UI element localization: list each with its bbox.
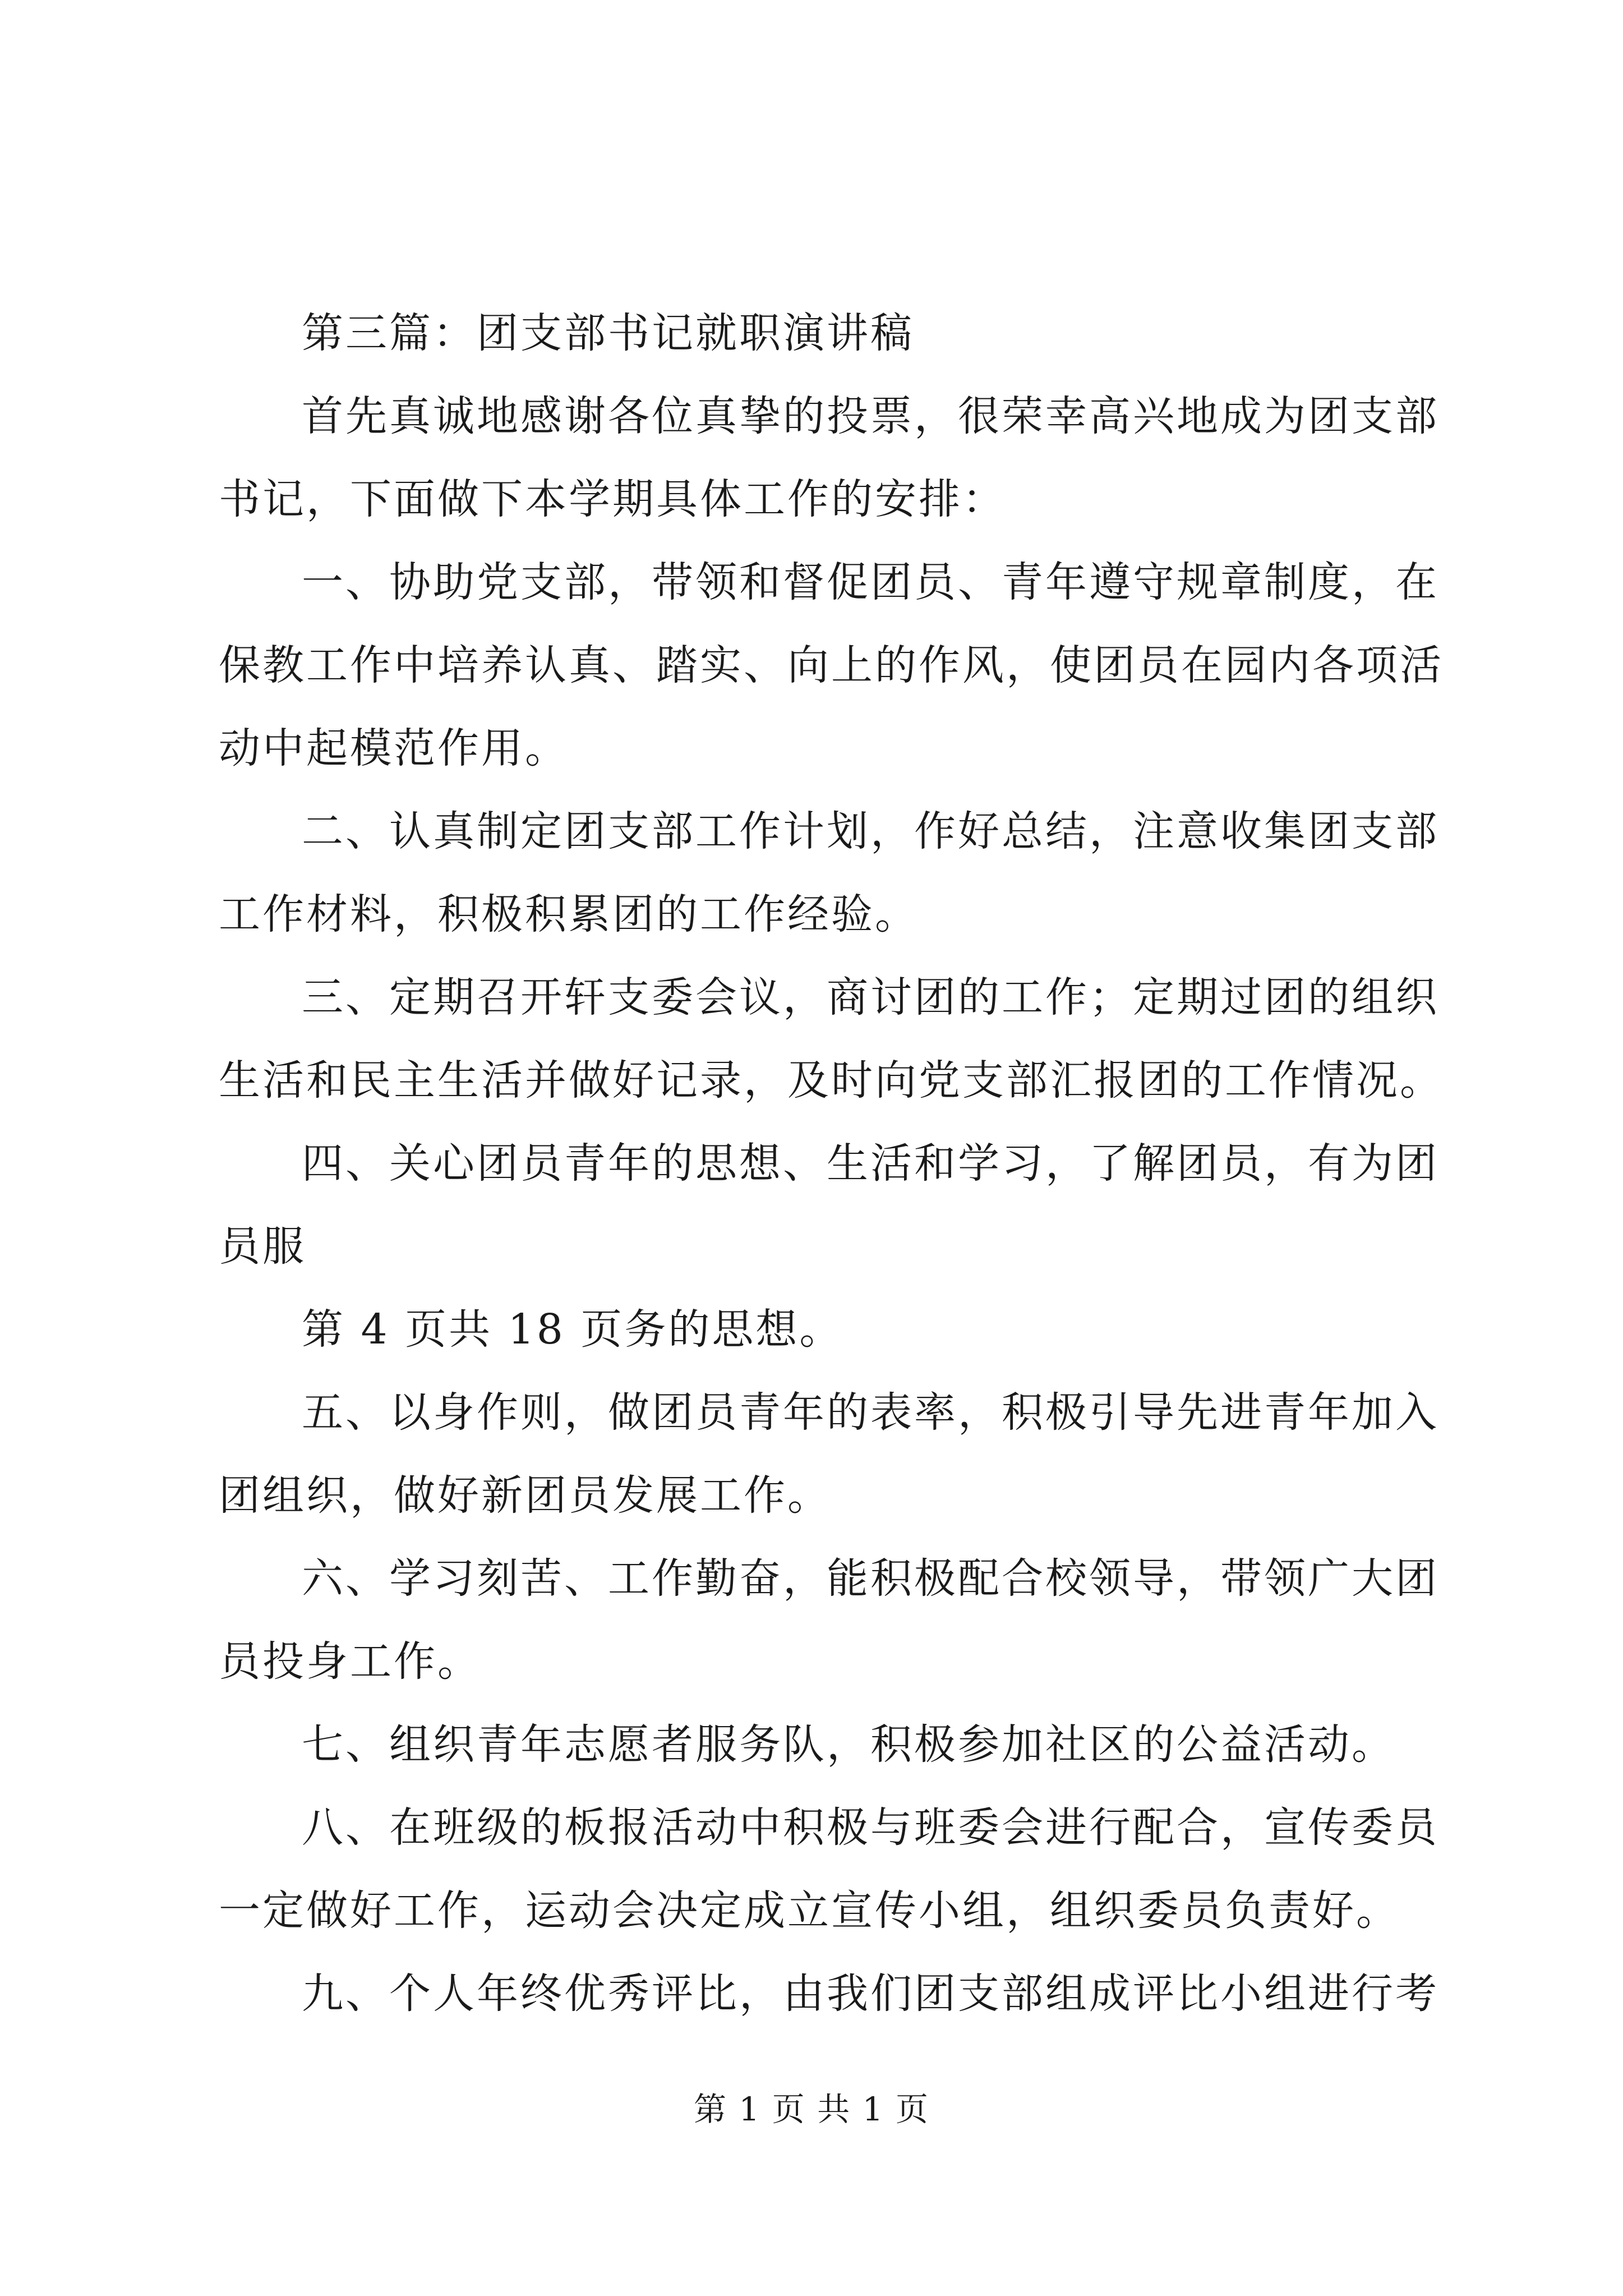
page-footer: 第 1 页 共 1 页 (694, 2090, 929, 2128)
document-title: 第三篇：团支部书记就职演讲稿 (302, 309, 914, 357)
paragraph-line: 生活和民主生活并做好记录，及时向党支部汇报团的工作情况。 (219, 1056, 1444, 1105)
paragraph-line: 九、个人年终优秀评比，由我们团支部组成评比小组进行考 (302, 1970, 1439, 2018)
paragraph-line: 保教工作中培养认真、踏实、向上的作风，使团员在园内各项活 (219, 641, 1444, 689)
paragraph-line: 工作材料，积极积累团的工作经验。 (219, 890, 919, 938)
paragraph-line: 八、在班级的板报活动中积极与班委会进行配合，宣传委员 (302, 1803, 1439, 1852)
paragraph-line: 首先真诚地感谢各位真挚的投票，很荣幸高兴地成为团支部 (302, 392, 1439, 440)
paragraph-line: 五、以身作则，做团员青年的表率，积极引导先进青年加入 (302, 1388, 1439, 1437)
paragraph-line: 团组织，做好新团员发展工作。 (219, 1471, 831, 1520)
paragraph-line: 员服 (219, 1222, 306, 1271)
paragraph-line: 二、认真制定团支部工作计划，作好总结，注意收集团支部 (302, 807, 1439, 855)
paragraph-line: 一定做好工作，运动会决定成立宣传小组，组织委员负责好。 (219, 1887, 1400, 1935)
paragraph-line: 书记，下面做下本学期具体工作的安排： (219, 475, 1006, 523)
paragraph-line: 员投身工作。 (219, 1637, 481, 1686)
paragraph-line: 六、学习刻苦、工作勤奋，能积极配合校领导，带领广大团 (302, 1554, 1439, 1603)
paragraph-line: 一、协助党支部，带领和督促团员、青年遵守规章制度，在 (302, 558, 1439, 606)
paragraph-line: 动中起模范作用。 (219, 724, 569, 772)
paragraph-line: 七、组织青年志愿者服务队，积极参加社区的公益活动。 (302, 1720, 1395, 1769)
paragraph-line: 第 4 页共 18 页务的思想。 (302, 1305, 843, 1354)
paragraph-line: 四、关心团员青年的思想、生活和学习，了解团员，有为团 (302, 1139, 1439, 1188)
paragraph-line: 三、定期召开轩支委会议，商讨团的工作；定期过团的组织 (302, 973, 1439, 1022)
document-body (219, 292, 1444, 2035)
